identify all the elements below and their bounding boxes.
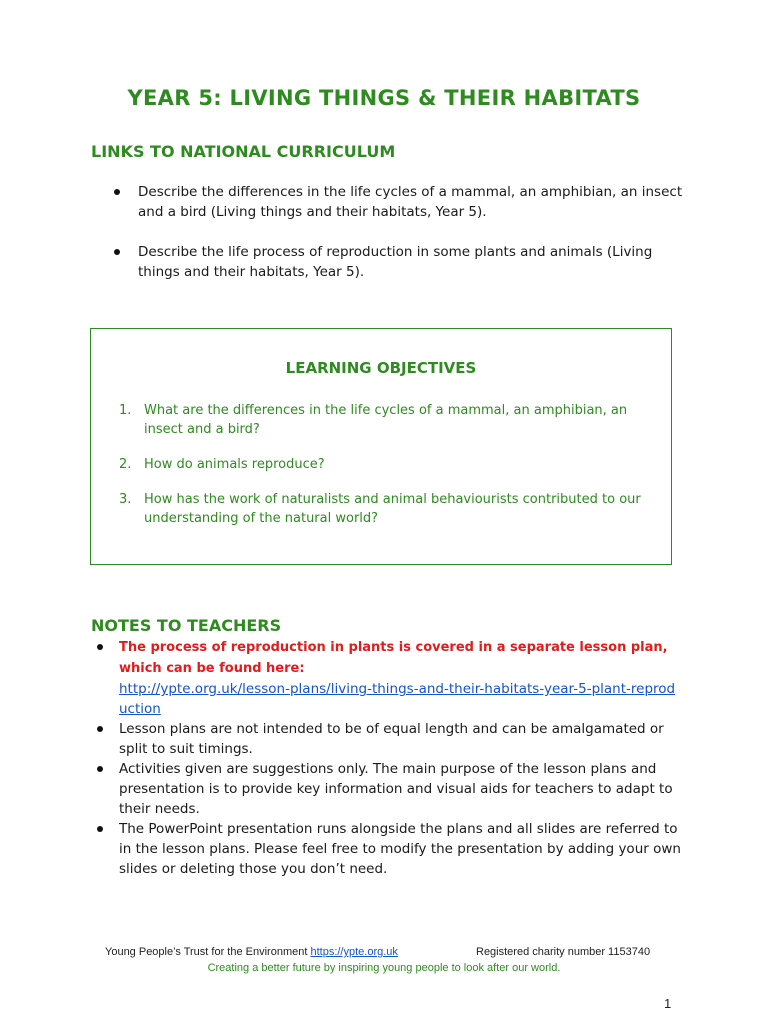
objective-text: How do animals reproduce? [144,457,325,472]
bullet-icon [97,766,103,772]
objective-text: How has the work of naturalists and animal behaviourists contributed to our understanding of the natural world? [144,492,641,526]
curriculum-item-text: Describe the differences in the life cycles of a mammal, an amphibian, an insect and a bird (Living things and their habitats, Year 5). [138,184,683,220]
objective-number: 1. [119,403,132,418]
footer-charity: Registered charity number 1153740 [476,946,651,958]
bullet-icon [97,644,103,650]
page-number: 1 [664,996,672,1011]
objective-number: 2. [119,457,132,472]
list-item [119,490,669,528]
notes-item-text: Lesson plans are not intended to be of equal length and can be amalgamated or split to suit timings. [119,721,664,757]
page-title: YEAR 5: LIVING THINGS & THEIR HABITATS [127,86,641,110]
bullet-icon [114,249,120,255]
notes-list [92,637,682,879]
curriculum-item-text: Describe the life process of reproduction in some plants and animals (Living things and their habitats, Year 5). [138,244,653,280]
list-item [92,637,682,719]
notes-heading: NOTES TO TEACHERS [91,616,282,635]
bullet-icon [97,826,103,832]
lesson-plan-link[interactable]: http://ypte.org.uk/lesson-plans/living-things-and-their-habitats-year-5-plant-reproduction [119,681,676,717]
objectives-list [119,401,669,544]
bullet-icon [97,726,103,732]
list-item [92,819,682,879]
list-item [110,242,690,282]
list-item [92,719,682,759]
footer-org-line [105,946,398,958]
notes-item-text: Activities given are suggestions only. The main purpose of the lesson plans and presentation is to provide key information and visual aids for teachers to adapt to their needs. [119,761,673,817]
notes-item-text: The PowerPoint presentation runs alongside the plans and all slides are referred to in the lesson plans. Please feel free to modify the presentation by adding your own slides or deleting those you don’t need. [119,821,681,877]
list-item [119,455,669,474]
objective-text: What are the differences in the life cycles of a mammal, an amphibian, an insect and a bird? [144,403,628,437]
footer-link[interactable]: https://ypte.org.uk [310,946,398,958]
list-item [92,759,682,819]
footer-org: Young People’s Trust for the Environment [105,946,308,958]
list-item [119,401,669,439]
objective-number: 3. [119,492,132,507]
objectives-heading: LEARNING OBJECTIVES [285,359,477,377]
learning-objectives-box [90,328,672,565]
curriculum-heading: LINKS TO NATIONAL CURRICULUM [91,142,396,161]
curriculum-list [110,182,690,302]
bullet-icon [114,189,120,195]
notes-alert-text: The process of reproduction in plants is covered in a separate lesson plan, which can be found here: [119,640,668,676]
list-item [110,182,690,222]
footer-tagline: Creating a better future by inspiring young people to look after our world. [207,962,561,974]
